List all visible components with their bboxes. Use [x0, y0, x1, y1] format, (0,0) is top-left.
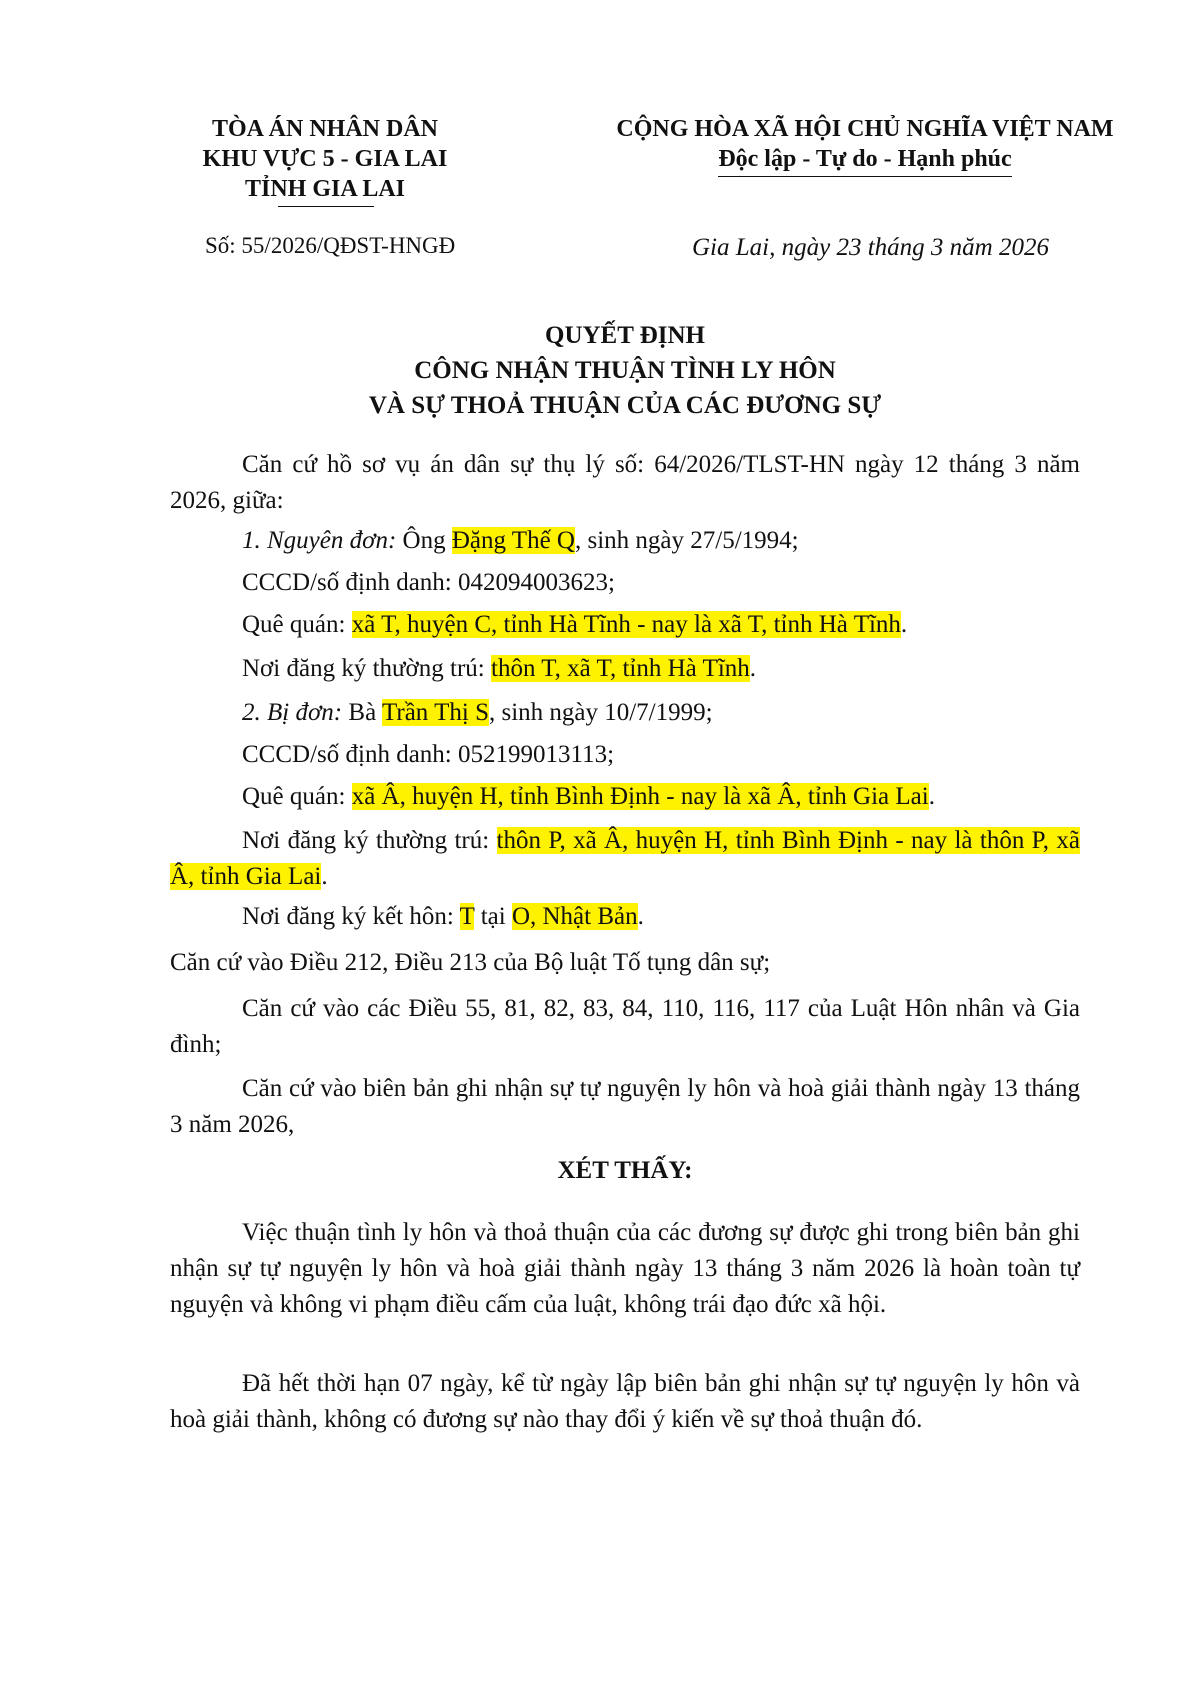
defendant-dob: , sinh ngày 10/7/1999; — [488, 699, 713, 726]
title-line-2: CÔNG NHẬN THUẬN TÌNH LY HÔN — [414, 357, 836, 384]
defendant-hometown: xã Â, huyện H, tỉnh Bình Định - nay là xã Â, tỉnh Gia Lai — [351, 783, 929, 810]
plaintiff-residence-paragraph: Nơi đăng ký thường trú: thôn T, xã T, tỉnh Hà Tĩnh. — [242, 655, 757, 682]
defendant-title: Bà — [348, 699, 377, 726]
finding-paragraph-2: Đã hết thời hạn 07 ngày, kể từ ngày lập biên bản ghi nhận sự tự nguyện ly hôn và hoà giải thành, không có đương sự nào thay đổi ý kiến về sự thoả thuận đó. — [170, 1370, 1080, 1433]
defendant-hometown-paragraph: Quê quán: xã Â, huyện H, tỉnh Bình Định - nay là xã Â, tỉnh Gia Lai. — [242, 783, 935, 810]
plaintiff-hometown-paragraph: Quê quán: xã T, huyện C, tỉnh Hà Tĩnh - nay là xã T, tỉnh Hà Tĩnh. — [242, 611, 908, 638]
section-heading: XÉT THẤY: — [557, 1157, 693, 1184]
defendant-id: CCCD/số định danh: 052199013113; — [242, 741, 615, 768]
title-line-1: QUYẾT ĐỊNH — [545, 322, 705, 349]
document-title — [170, 318, 1080, 423]
defendant-residence-label: Nơi đăng ký thường trú: — [242, 827, 490, 854]
plaintiff-residence: thôn T, xã T, tỉnh Hà Tĩnh — [491, 655, 750, 682]
defendant-residence-paragraph: Nơi đăng ký thường trú: thôn P, xã Â, huyện H, tỉnh Bình Định - nay là thôn P, xã Â, tỉnh Gia Lai. — [170, 827, 1081, 890]
document-number: Số: 55/2026/QĐST-HNGĐ — [205, 233, 456, 258]
marriage-place-2: O, Nhật Bản — [511, 903, 638, 930]
defendant-label: 2. Bị đơn: — [242, 699, 343, 726]
plaintiff-dob: , sinh ngày 27/5/1994; — [574, 527, 799, 554]
court-region-line: KHU VỰC 5 - GIA LAI — [202, 146, 448, 172]
title-line-3: VÀ SỰ THOẢ THUẬN CỦA CÁC ĐƯƠNG SỰ — [368, 392, 882, 419]
plaintiff-residence-label: Nơi đăng ký thường trú: — [242, 655, 485, 682]
plaintiff-name: Đặng Thế Q — [451, 527, 575, 554]
marriage-paragraph: Nơi đăng ký kết hôn: T tại O, Nhật Bản. — [242, 903, 644, 930]
national-motto: Độc lập - Tự do - Hạnh phúc — [718, 144, 1011, 177]
marriage-connector: tại — [480, 903, 506, 930]
basis-record-paragraph: Căn cứ vào biên bản ghi nhận sự tự nguyện ly hôn và hoà giải thành ngày 13 tháng 3 năm 2026, — [170, 1075, 1080, 1138]
plaintiff-label: 1. Nguyên đơn: — [242, 527, 397, 554]
plaintiff-hometown: xã T, huyện C, tỉnh Hà Tĩnh - nay là xã T, tỉnh Hà Tĩnh — [351, 611, 901, 638]
basis-case-paragraph: Căn cứ hồ sơ vụ án dân sự thụ lý số: 64/2026/TLST-HN ngày 12 tháng 3 năm 2026, giữa: — [170, 451, 1080, 514]
basis-procedure-paragraph: Căn cứ vào Điều 212, Điều 213 của Bộ luật Tố tụng dân sự; — [170, 949, 771, 976]
national-header — [585, 114, 1145, 177]
marriage-place-1: T — [459, 903, 475, 930]
court-header — [170, 114, 480, 204]
plaintiff-paragraph — [170, 523, 1080, 559]
document-date: Gia Lai, ngày 23 tháng 3 năm 2026 — [692, 234, 1049, 261]
plaintiff-hometown-label: Quê quán: — [242, 611, 346, 638]
plaintiff-id: CCCD/số định danh: 042094003623; — [242, 569, 615, 596]
court-header-underline — [278, 206, 374, 207]
defendant-paragraph — [170, 695, 1080, 731]
defendant-residence: thôn P, xã Â, huyện H, tỉnh Bình Định - nay là thôn P, xã Â, tỉnh Gia Lai — [170, 827, 1081, 890]
plaintiff-title: Ông — [402, 527, 446, 554]
marriage-label: Nơi đăng ký kết hôn: — [242, 903, 454, 930]
basis-law-paragraph: Căn cứ vào các Điều 55, 81, 82, 83, 84, 110, 116, 117 của Luật Hôn nhân và Gia đình; — [170, 995, 1080, 1058]
court-province-line: TỈNH GIA LAI — [244, 176, 406, 202]
national-title: CỘNG HÒA XÃ HỘI CHỦ NGHĨA VIỆT NAM — [616, 116, 1114, 142]
finding-paragraph-1: Việc thuận tình ly hôn và thoả thuận của các đương sự được ghi trong biên bản ghi nhận sự tự nguyện ly hôn và hoà giải thành ngày 13 tháng 3 năm 2026 là hoàn toàn tự nguyện và không vi phạm điều cấm của luật, không trái đạo đức xã hội. — [170, 1219, 1080, 1318]
court-name-line: TÒA ÁN NHÂN DÂN — [211, 116, 438, 142]
defendant-name: Trần Thị S — [381, 699, 489, 726]
defendant-hometown-label: Quê quán: — [242, 783, 346, 810]
